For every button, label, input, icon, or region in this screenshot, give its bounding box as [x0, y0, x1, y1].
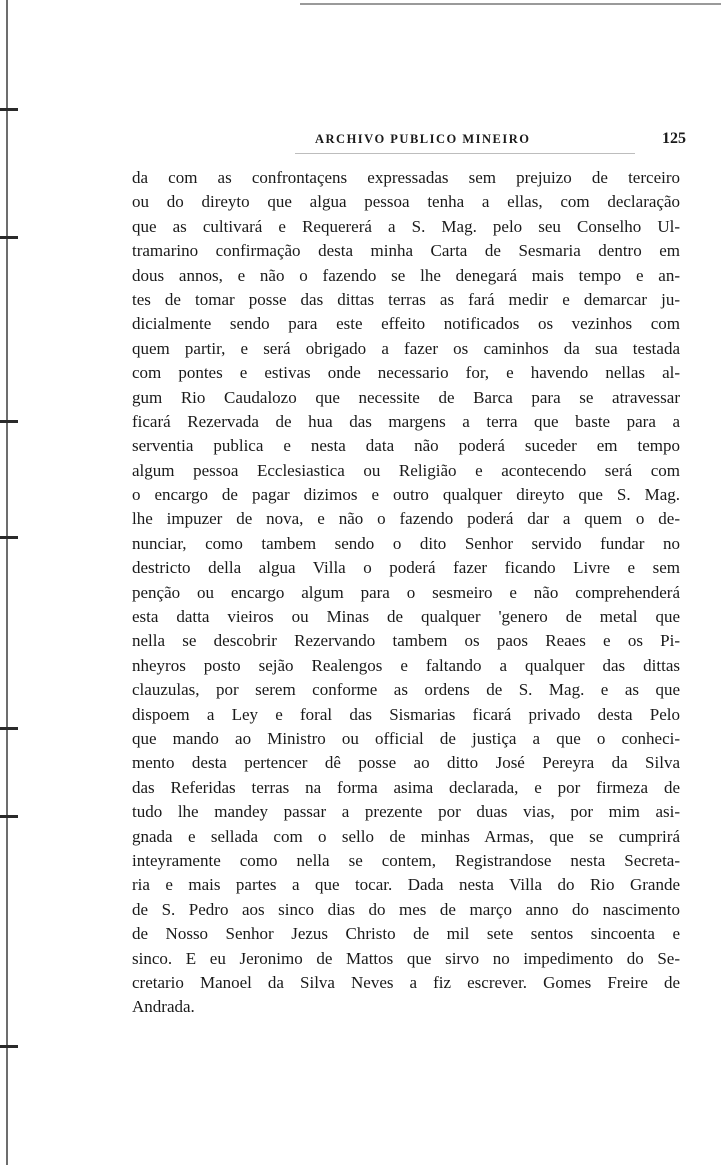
text-line: cretario Manoel da Silva Neves a fiz escrever. Gomes Freire de: [132, 972, 680, 992]
text-line: que as cultivará e Requererá a S. Mag. pelo seu Conselho Ul-: [132, 216, 680, 236]
page-number: 125: [662, 130, 686, 147]
text-line: o encargo de pagar dizimos e outro qualquer direyto que S. Mag.: [132, 485, 680, 505]
text-line: inteyramente como nella se contem, Registrandose nesta Secreta-: [132, 850, 680, 870]
scan-edge-mark: [0, 536, 18, 539]
text-line: que mando ao Ministro ou official de justiça a que o conheci-: [132, 728, 680, 748]
text-line: penção ou encargo algum para o sesmeiro e não comprehenderá: [132, 582, 680, 602]
text-line: de S. Pedro aos sinco dias do mes de março anno do nascimento: [132, 899, 680, 919]
text-line: sinco. E eu Jeronimo de Mattos que sirvo no impedimento do Se-: [132, 948, 680, 968]
text-line: nella se descobrir Rezervando tambem os paos Reaes e os Pi-: [132, 631, 680, 651]
scan-left-edge: [6, 0, 8, 1165]
text-line: dous annos, e não o fazendo se lhe denegará mais tempo e an-: [132, 265, 680, 285]
text-line: tudo lhe mandey passar a prezente por duas vias, por mim asi-: [132, 802, 680, 822]
scan-edge-mark: [0, 727, 18, 730]
text-line: clauzulas, por serem conforme as ordens de S. Mag. e as que: [132, 680, 680, 700]
text-line: das Referidas terras na forma asima declarada, e por firmeza de: [132, 777, 680, 797]
text-line: lhe impuzer de nova, e não o fazendo poderá dar a quem o de-: [132, 509, 680, 529]
text-line: destricto della algua Villa o poderá fazer ficando Livre e sem: [132, 558, 680, 578]
text-line: algum pessoa Ecclesiastica ou Religião e acontecendo será com: [132, 460, 680, 480]
text-line: gum Rio Caudalozo que necessite de Barca para se atravessar: [132, 387, 680, 407]
text-line: gnada e sellada com o sello de minhas Armas, que se cumprirá: [132, 826, 680, 846]
document-body: [132, 166, 680, 1020]
text-line: quem partir, e será obrigado a fazer os caminhos da sua testada: [132, 338, 680, 358]
text-line: Andrada.: [132, 997, 195, 1017]
text-line: da com as confrontaçens expressadas sem prejuizo de terceiro: [132, 168, 680, 187]
text-line: dispoem a Ley e foral das Sismarias ficará privado desta Pelo: [132, 704, 680, 724]
header-rule: [295, 153, 635, 154]
text-line: mento desta pertencer dê posse ao ditto José Pereyra da Silva: [132, 753, 680, 773]
running-head: ARCHIVO PUBLICO MINEIRO: [315, 132, 531, 146]
text-line: esta datta vieiros ou Minas de qualquer 'genero de metal que: [132, 607, 680, 627]
scan-edge-mark: [0, 815, 18, 818]
scan-edge-mark: [0, 108, 18, 111]
text-line: dicialmente sendo para este effeito notificados os vezinhos com: [132, 314, 680, 334]
text-line: ficará Rezervada de hua das margens a terra que baste para a: [132, 411, 680, 431]
text-line: de Nosso Senhor Jezus Christo de mil sete sentos sincoenta e: [132, 924, 680, 944]
scan-edge-mark: [0, 1045, 18, 1048]
page-header: [130, 128, 690, 152]
text-line: serventia publica e nesta data não poderá suceder em tempo: [132, 436, 680, 456]
scan-edge-mark: [0, 236, 18, 239]
text-line: com pontes e estivas onde necessario for, e havendo nellas al-: [132, 363, 680, 383]
text-line: tes de tomar posse das dittas terras as fará medir e demarcar ju-: [132, 289, 680, 309]
text-line: ria e mais partes a que tocar. Dada nesta Villa do Rio Grande: [132, 875, 680, 895]
scan-top-rule: [300, 3, 721, 5]
text-line: nunciar, como tambem sendo o dito Senhor servido fundar no: [132, 533, 680, 553]
scan-edge-mark: [0, 420, 18, 423]
text-line: nheyros posto sejão Realengos e faltando a qualquer das dittas: [132, 655, 680, 675]
text-line: ou do direyto que algua pessoa tenha a ellas, com declaração: [132, 192, 680, 212]
text-line: tramarino confirmação desta minha Carta de Sesmaria dentro em: [132, 241, 680, 261]
